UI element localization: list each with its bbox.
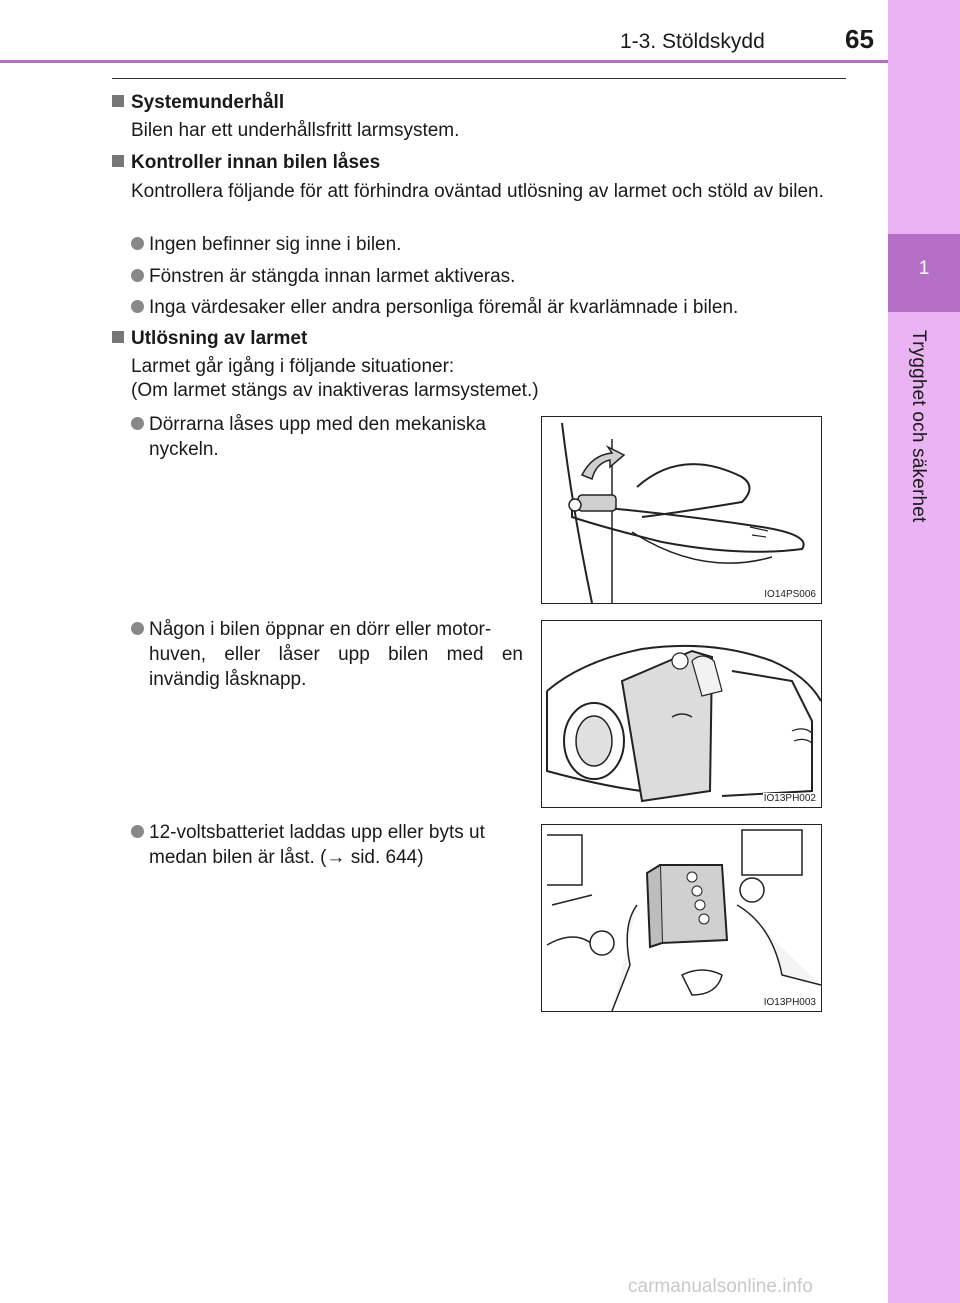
circle-bullet-icon [131, 300, 144, 313]
figure-label: IO14PS006 [764, 589, 816, 600]
circle-bullet-icon [131, 237, 144, 250]
chapter-tab-strip [888, 0, 960, 1303]
list-item: Fönstren är stängda innan larmet aktiveras. [131, 264, 515, 289]
circle-bullet-icon [131, 269, 144, 282]
list-item: Dörrarna låses upp med den mekaniska nyckeln. [131, 412, 523, 462]
watermark: carmanualsonline.info [628, 1276, 813, 1297]
battery-replacement-illustration [542, 825, 821, 1011]
figure-open-door [541, 620, 822, 808]
header-rule [0, 60, 888, 63]
square-bullet-icon [112, 95, 124, 107]
page-number: 65 [845, 24, 874, 54]
arrow-right-icon: → [326, 847, 346, 868]
door-handle-key-illustration [542, 417, 821, 603]
heading-trigger: Utlösning av larmet [112, 328, 307, 350]
circle-bullet-icon [131, 825, 144, 838]
circle-bullet-icon [131, 622, 144, 635]
checks-text: Kontrollera följande för att förhindra oväntad utlösning av larmet och stöld av bilen. [131, 181, 824, 202]
list-item: 12-voltsbatteriet laddas upp eller byts ut medan bilen är låst. (→ sid. 644) [131, 820, 523, 870]
figure-battery [541, 824, 822, 1012]
chapter-number: 1 [918, 258, 930, 279]
maintenance-text: Bilen har ett underhållsfritt larmsystem. [131, 120, 460, 141]
page-reference-link[interactable]: sid. 644) [345, 847, 424, 868]
content-rule [112, 78, 846, 79]
heading-checks: Kontroller innan bilen låses [112, 152, 380, 174]
figure-label: IO13PH002 [763, 793, 816, 804]
chapter-label: Trygghet och säkerhet [908, 330, 929, 523]
figure-door-key [541, 416, 822, 604]
square-bullet-icon [112, 155, 124, 167]
figure-label: IO13PH003 [763, 997, 816, 1008]
heading-maintenance: Systemunderhåll [112, 92, 284, 114]
trigger-text-2: (Om larmet stängs av inaktiveras larmsystemet.) [131, 380, 539, 401]
open-car-door-illustration [542, 621, 821, 807]
trigger-text-1: Larmet går igång i följande situationer: [131, 356, 455, 377]
circle-bullet-icon [131, 417, 144, 430]
list-item: Ingen befinner sig inne i bilen. [131, 232, 401, 257]
list-item: Inga värdesaker eller andra personliga föremål är kvarlämnade i bilen. [131, 295, 738, 320]
section-title: 1-3. Stöldskydd [620, 30, 765, 53]
list-item: Någon i bilen öppnar en dörr eller motor- huven, eller låser upp bilen med en invändig låsknapp. [131, 617, 523, 692]
square-bullet-icon [112, 331, 124, 343]
